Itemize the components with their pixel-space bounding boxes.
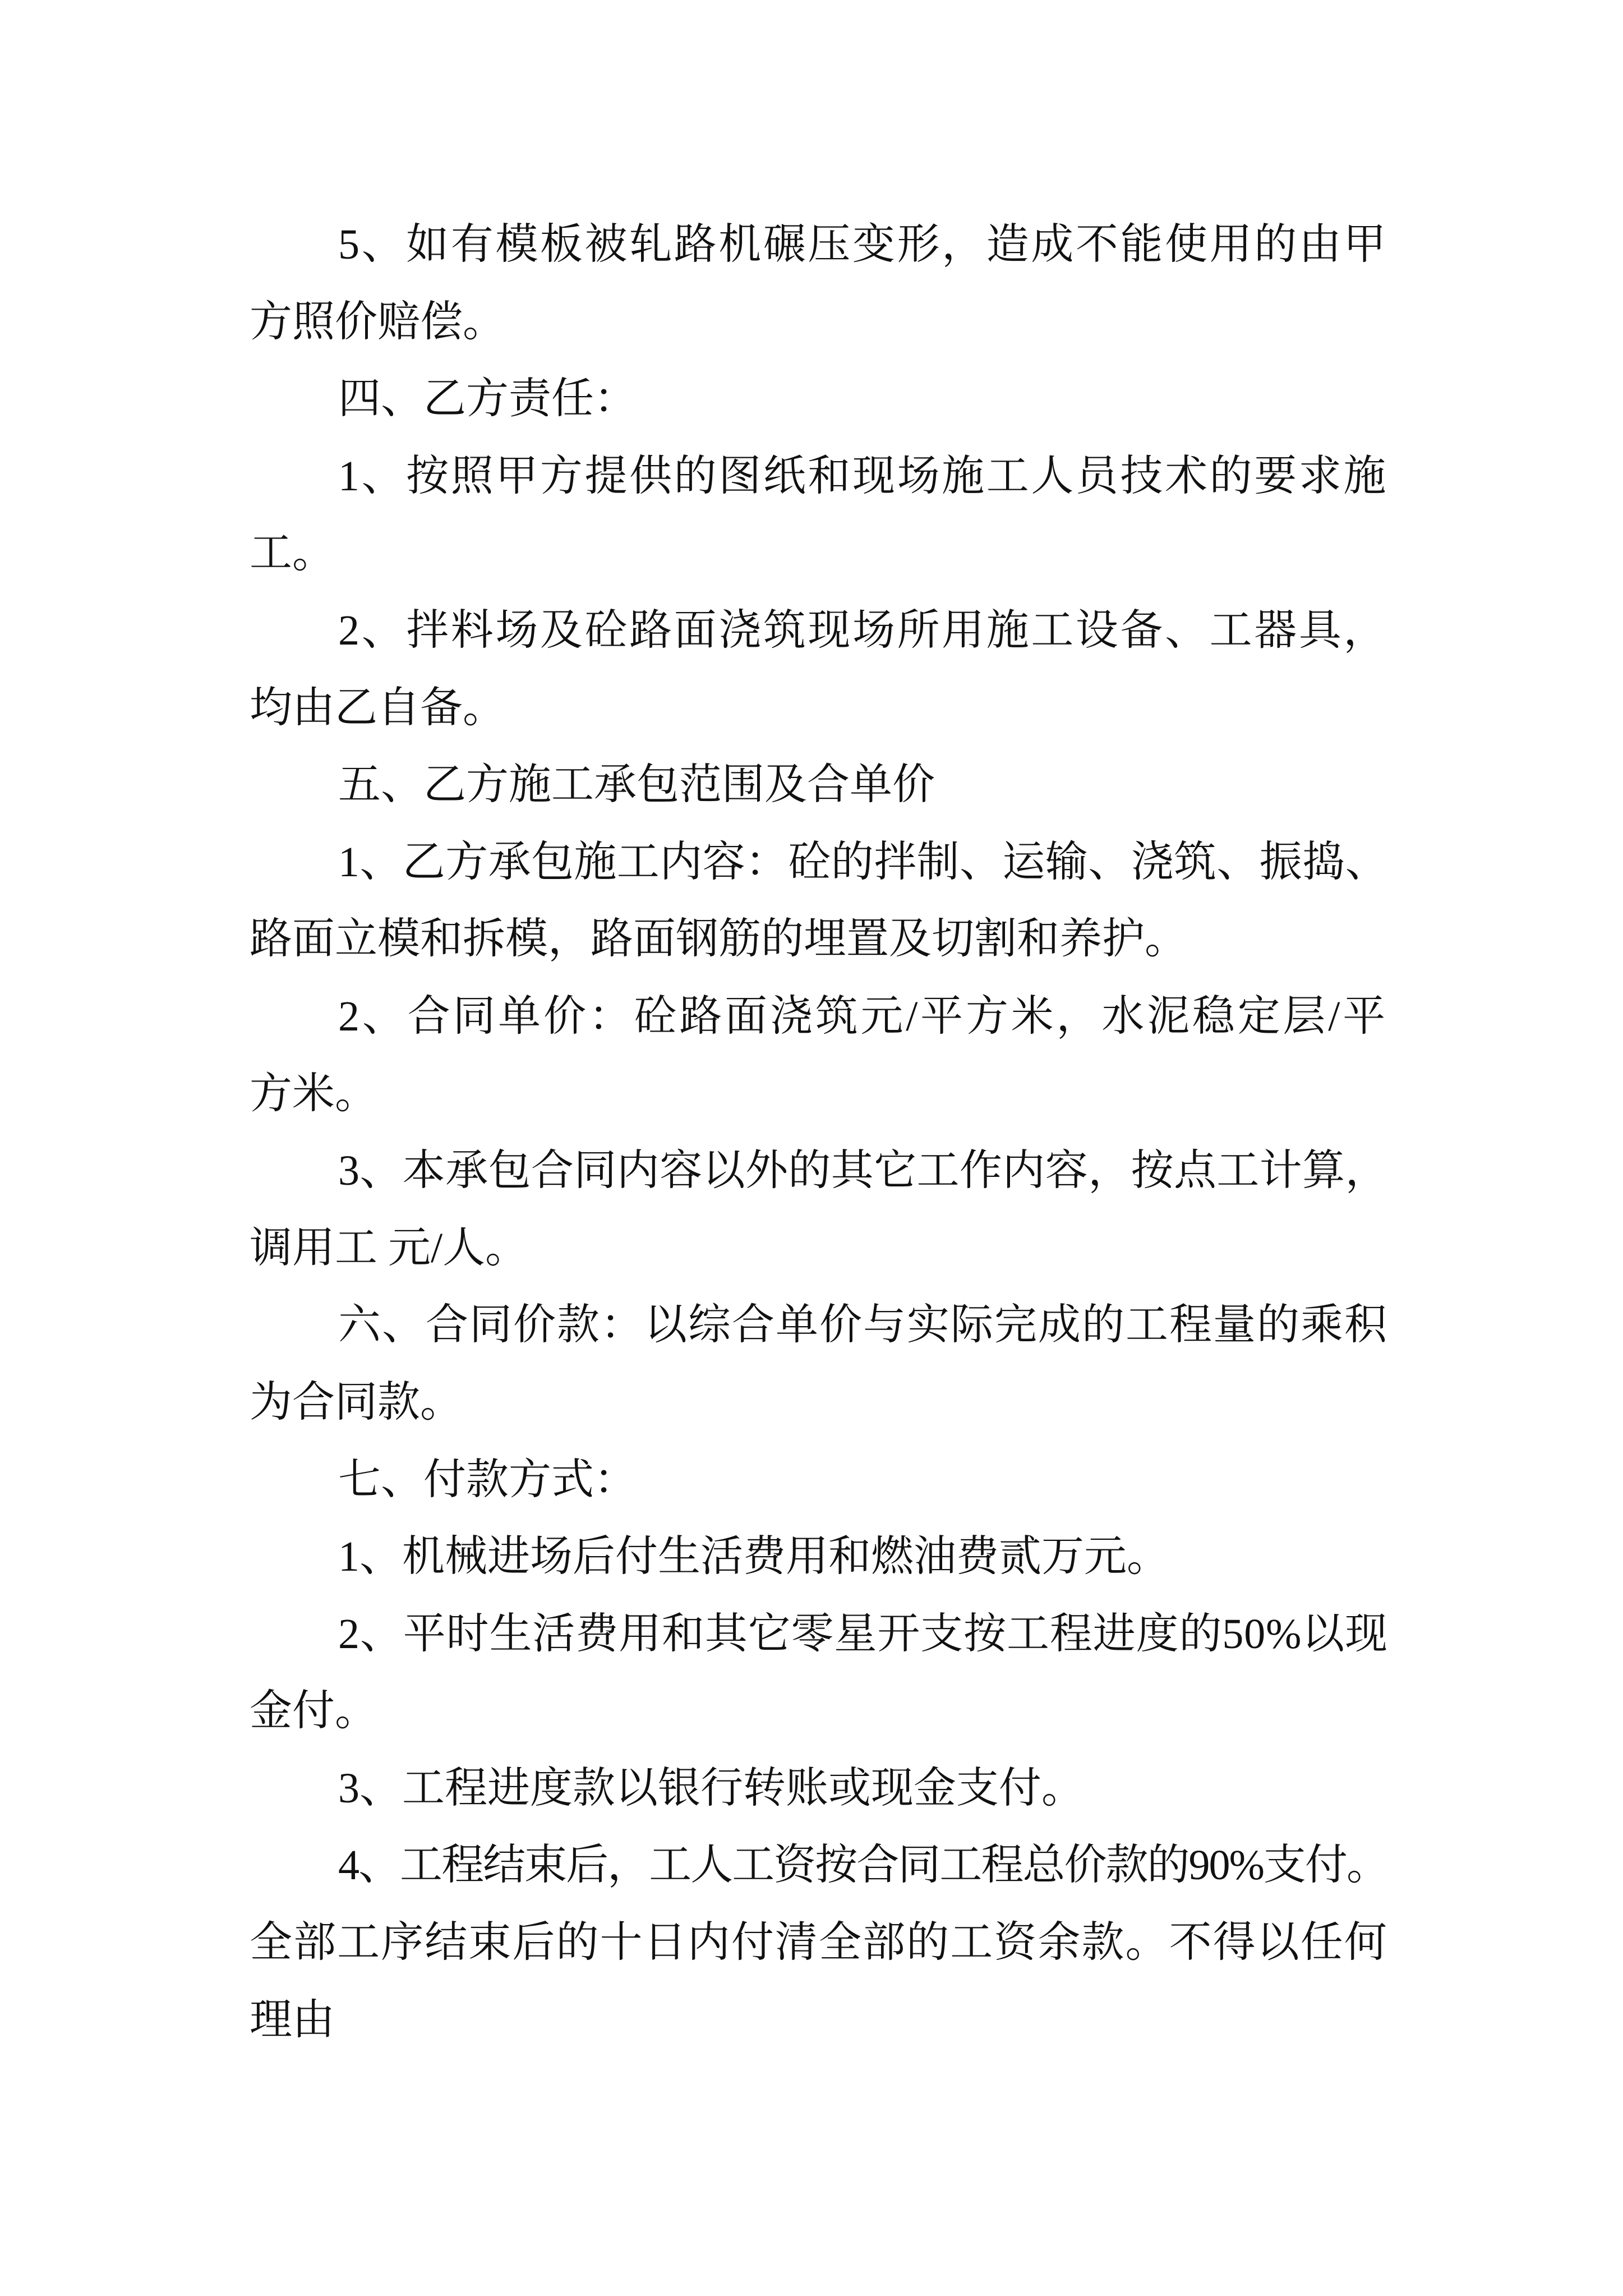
line-text: 七、付款方式：: [338, 1456, 637, 1503]
line-text: 调用工 元/人。: [250, 1224, 528, 1272]
clause-template-damage: [250, 206, 1388, 361]
section-contract-price: [250, 1287, 1388, 1441]
clause-item: [250, 592, 1388, 747]
line-text: 为合同款。: [250, 1378, 463, 1426]
paragraph-line: [250, 1056, 1388, 1133]
line-text: 1、机械进场后付生活费用和燃油费贰万元。: [338, 1533, 1169, 1581]
paragraph-line: [250, 515, 1388, 592]
paragraph-line: [250, 1364, 1388, 1442]
clause-item: [250, 1750, 1388, 1828]
paragraph-line: [250, 592, 1388, 670]
line-text: 2、平时生活费用和其它零星开支按工程进度的50%以现: [338, 1610, 1388, 1658]
line-text: 3、工程进度款以银行转账或现金支付。: [338, 1764, 1084, 1812]
line-text: 1、按照甲方提供的图纸和现场施工人员技术的要求施: [338, 452, 1388, 500]
line-text: 路面立模和拆模，路面钢筋的埋置及切割和养护。: [250, 915, 1187, 963]
line-text: 方米。: [250, 1070, 377, 1117]
clause-item: [250, 1827, 1388, 2059]
paragraph-line: [250, 1673, 1388, 1750]
paragraph-line: [250, 1210, 1388, 1287]
line-text: 金付。: [250, 1687, 377, 1735]
line-text: 方照价赔偿。: [250, 298, 505, 346]
line-text: 工。: [250, 530, 335, 577]
paragraph-line: [250, 206, 1388, 284]
paragraph-line: [250, 901, 1388, 978]
section-heading-party-b-responsibilities: [250, 361, 1388, 438]
section-heading-payment-method: [250, 1442, 1388, 1519]
line-text: 3、本承包合同内容以外的其它工作内容，按点工计算，: [338, 1147, 1388, 1195]
line-text: 理由: [250, 1996, 335, 2044]
clause-item: [250, 1133, 1388, 1287]
paragraph-line: [250, 1982, 1388, 2059]
line-text: 五、乙方施工承包范围及合单价: [338, 761, 935, 809]
clause-item: [250, 438, 1388, 592]
line-text: 四、乙方责任：: [338, 375, 637, 423]
paragraph-line: [250, 1519, 1388, 1596]
paragraph-line: [250, 1133, 1388, 1210]
paragraph-line: [250, 1827, 1388, 1904]
paragraph-line: [250, 284, 1388, 361]
document-body: [250, 206, 1388, 2059]
line-text: 均由乙自备。: [250, 684, 505, 731]
paragraph-line: [250, 747, 1388, 824]
line-text: 5、如有模板被轧路机碾压变形，造成不能使用的由甲: [338, 221, 1388, 268]
clause-item: [250, 1596, 1388, 1750]
paragraph-line: [250, 824, 1388, 901]
line-text: 2、合同单价：砼路面浇筑元/平方米，水泥稳定层/平: [338, 992, 1388, 1040]
clause-item: [250, 1519, 1388, 1596]
paragraph-line: [250, 438, 1388, 516]
paragraph-line: [250, 978, 1388, 1056]
line-text: 2、拌料场及砼路面浇筑现场所用施工设备、工器具，: [338, 606, 1388, 654]
clause-item: [250, 978, 1388, 1133]
paragraph-line: [250, 1287, 1388, 1364]
paragraph-line: [250, 1442, 1388, 1519]
line-text: 六、合同价款：以综合单价与实际完成的工程量的乘积: [338, 1301, 1388, 1349]
paragraph-line: [250, 1750, 1388, 1828]
line-text: 全部工序结束后的十日内付清全部的工资余款。不得以任何: [250, 1919, 1388, 1967]
clause-item: [250, 824, 1388, 978]
paragraph-line: [250, 1596, 1388, 1673]
paragraph-line: [250, 361, 1388, 438]
paragraph-line: [250, 1904, 1388, 1982]
section-heading-scope-and-unit-price: [250, 747, 1388, 824]
line-text: 1、乙方承包施工内容：砼的拌制、运输、浇筑、振捣、: [338, 838, 1388, 886]
paragraph-line: [250, 670, 1388, 747]
line-text: 4、工程结束后，工人工资按合同工程总价款的90%支付。: [338, 1842, 1388, 1889]
